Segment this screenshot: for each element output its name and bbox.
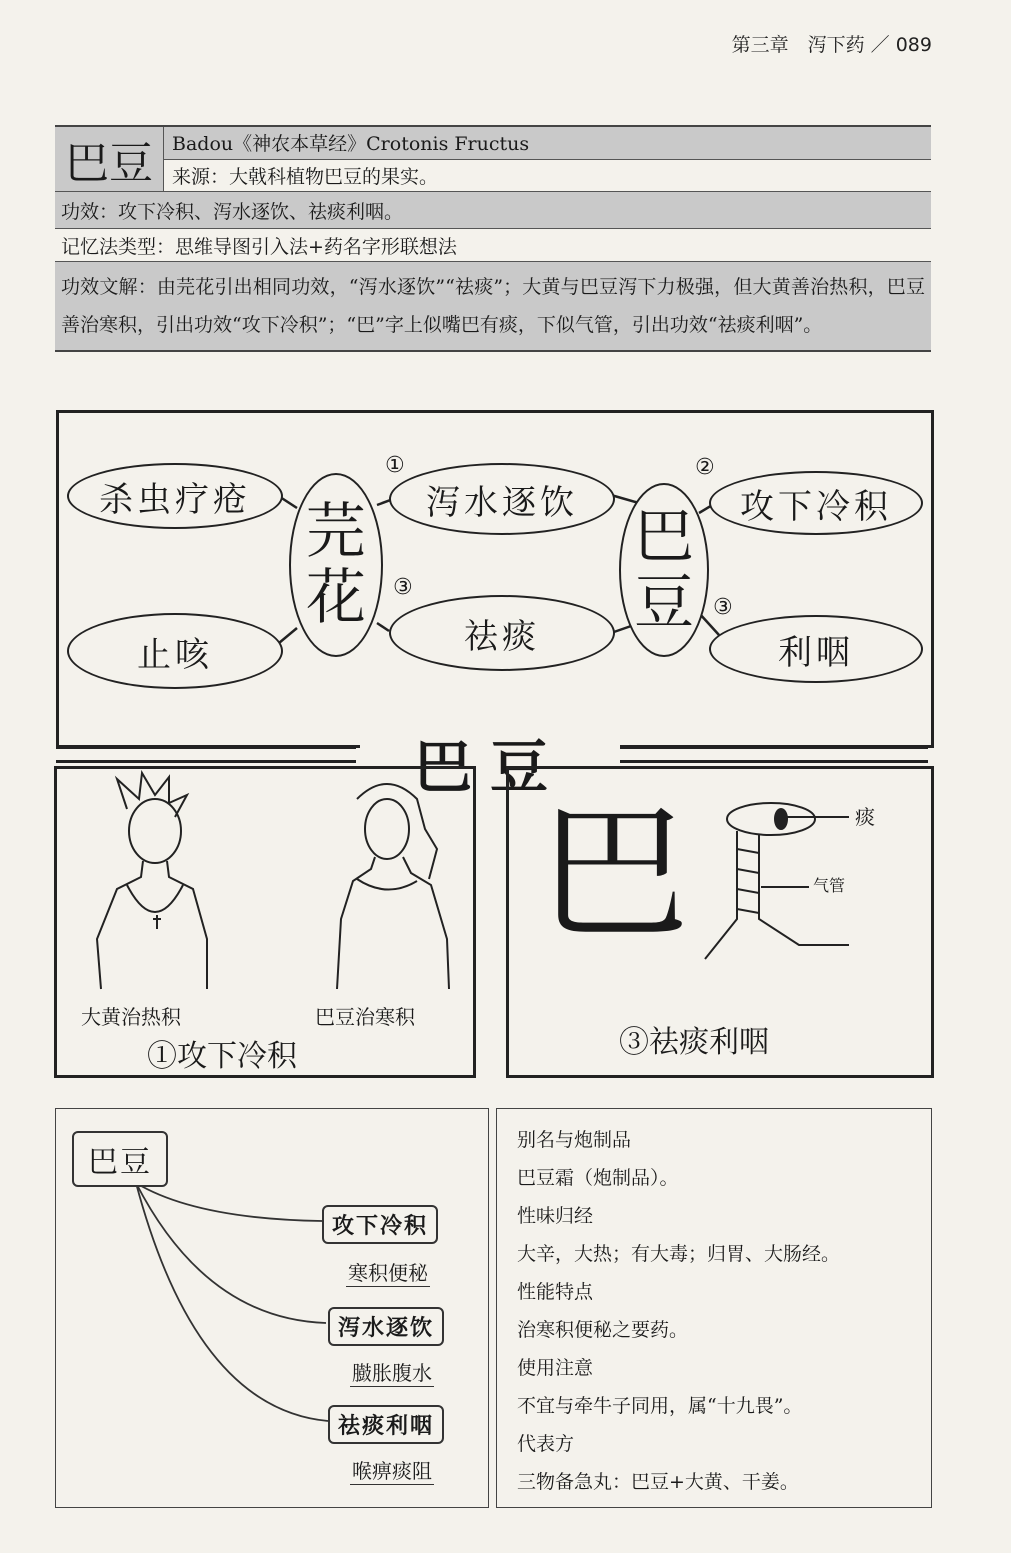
source-text: 来源：大戟科植物巴豆的果实。 — [164, 159, 931, 192]
num-3a: ③ — [393, 575, 413, 600]
yuanhua-label: 芫花 — [306, 497, 366, 633]
node-expel-water: 泻水逐饮 — [389, 463, 615, 535]
prop-head-features: 性能特点 — [517, 1281, 594, 1303]
illustration-right — [506, 766, 934, 1078]
title-line-left-a — [56, 746, 356, 749]
title-line-right-b — [620, 760, 928, 763]
node-kill-parasites: 杀虫疗疮 — [67, 463, 283, 529]
prop-head-nature: 性味归经 — [517, 1205, 594, 1227]
explanation-text: 功效文解：由芫花引出相同功效，“泻水逐饮”“祛痰”；大黄与巴豆泻下力极强，但大黄善治热积，巴豆善治寒积，引出功效“攻下冷积”；“巴”字上似嘴巴有痰，下似气管，引出功效“祛痰利咽”。 — [55, 261, 931, 352]
tree-branch-2: 泻水逐饮 — [328, 1307, 444, 1346]
prop-head-alias: 别名与炮制品 — [517, 1129, 632, 1151]
node-dispel-phlegm: 祛痰 — [389, 595, 615, 671]
tree-sub-3: 喉痹痰阻 — [350, 1455, 434, 1485]
efficacy-text: 功效：攻下冷积、泻水逐饮、祛痰利咽。 — [61, 200, 404, 223]
memory-type-text: 记忆法类型：思维导图引入法+药名字形联想法 — [61, 235, 457, 258]
num-1: ① — [385, 453, 405, 478]
center-badou — [619, 483, 709, 657]
label-trachea: 气管 — [813, 876, 846, 895]
label-phlegm: 痰 — [855, 805, 875, 829]
illustration-left — [54, 766, 476, 1078]
tree-branch-3: 祛痰利咽 — [328, 1405, 444, 1444]
title-line-left-b — [56, 760, 356, 763]
node-throat: 利咽 — [709, 615, 923, 683]
prop-body-caution: 不宜与牵牛子同用，属“十九畏”。 — [517, 1395, 803, 1417]
prop-body-nature: 大辛，大热；有大毒；归胃、大肠经。 — [517, 1243, 841, 1265]
caption-badou: 巴豆治寒积 — [315, 1005, 415, 1029]
prop-body-formula: 三物备急丸：巴豆+大黄、干姜。 — [517, 1471, 799, 1493]
num-3b: ③ — [713, 595, 733, 620]
prop-head-formula: 代表方 — [517, 1433, 575, 1455]
tree-sub-2: 臌胀腹水 — [350, 1357, 434, 1387]
node-cold-accumulation: 攻下冷积 — [709, 471, 923, 535]
title-line-right-a — [620, 746, 928, 749]
prop-head-caution: 使用注意 — [517, 1357, 594, 1379]
memory-type-row — [55, 228, 931, 261]
prop-body-alias: 巴豆霜（炮制品）。 — [517, 1167, 679, 1189]
tree-sub-1: 寒积便秘 — [346, 1257, 430, 1287]
properties-panel — [496, 1108, 932, 1508]
latin-name: Badou《神农本草经》Crotonis Fructus — [164, 127, 931, 159]
tree-branch-1: 攻下冷积 — [322, 1205, 438, 1244]
center-yuanhua — [289, 473, 383, 657]
left-illustration-title: ①攻下冷积 — [147, 1039, 297, 1074]
tree-root: 巴豆 — [72, 1131, 168, 1187]
center-title: 巴豆 — [360, 720, 620, 804]
page-header: 第三章 泻下药 ／ 089 — [731, 34, 932, 56]
right-illustration-title: ③祛痰利咽 — [619, 1025, 769, 1060]
title-block — [55, 125, 931, 191]
node-cough: 止咳 — [67, 613, 283, 689]
num-2: ② — [695, 455, 715, 480]
tree-diagram — [55, 1108, 489, 1508]
efficacy-row — [55, 191, 931, 228]
caption-rhubarb: 大黄治热积 — [81, 1005, 181, 1029]
mindmap-box — [56, 410, 934, 748]
ba-glyph: 巴 — [539, 787, 690, 961]
herb-name: 巴豆 — [55, 127, 164, 191]
info-table — [55, 125, 931, 352]
prop-body-features: 治寒积便秘之要药。 — [517, 1319, 689, 1341]
badou-label: 巴豆 — [634, 502, 694, 638]
